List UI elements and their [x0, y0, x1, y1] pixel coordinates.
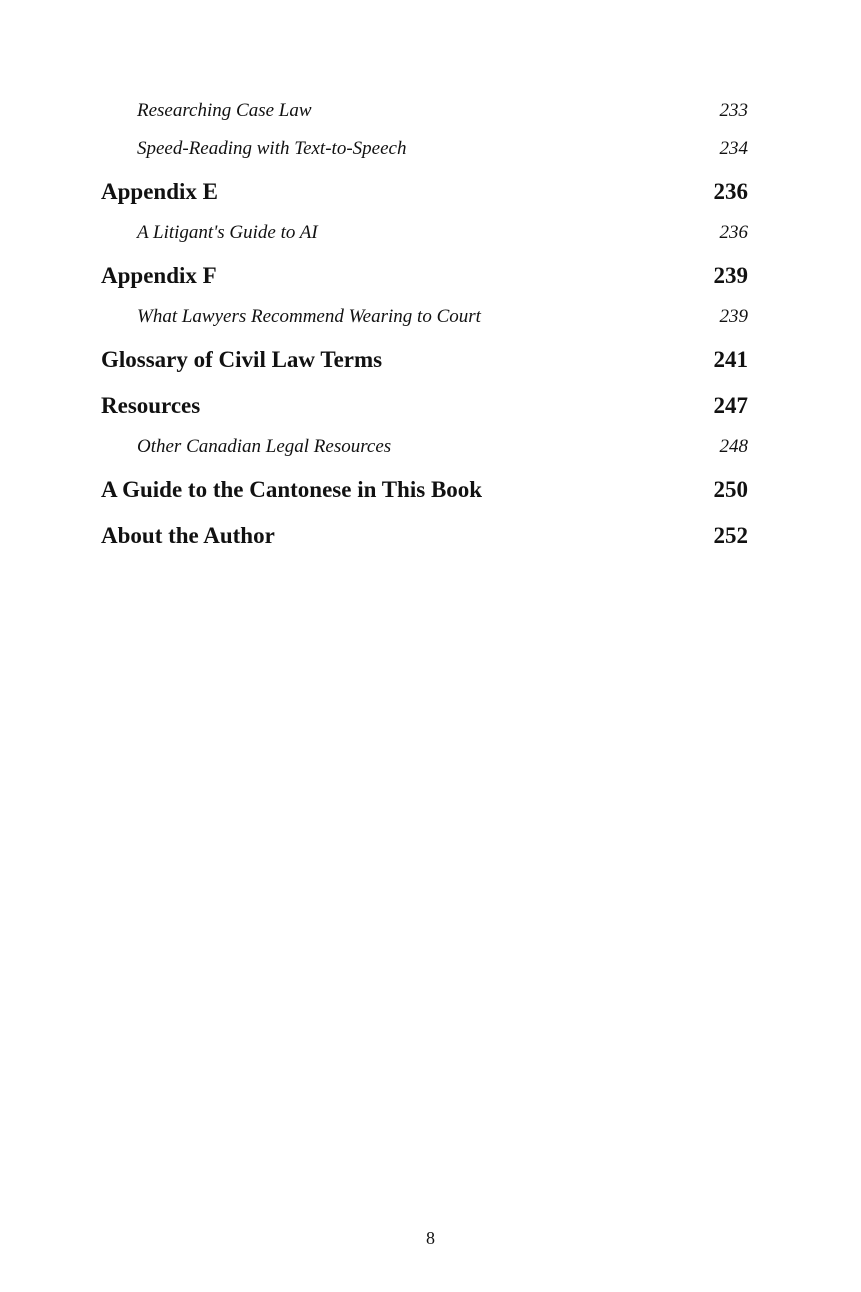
toc-entry-page: 234	[719, 138, 748, 159]
toc-entry-resources	[0, 391, 861, 421]
toc-entry-researching-case-law	[0, 96, 861, 126]
toc-entry-what-to-wear	[0, 302, 861, 332]
toc-entry-title: A Litigant's Guide to AI	[137, 222, 318, 243]
toc-entry-page: 247	[713, 393, 748, 418]
toc-entry-page: 239	[719, 306, 748, 327]
toc-entry-speed-reading	[0, 134, 861, 164]
toc-entry-appendix-e	[0, 177, 861, 207]
toc-entry-page: 236	[713, 179, 748, 204]
toc-entry-cantonese-guide	[0, 475, 861, 505]
toc-entry-page: 250	[713, 477, 748, 502]
toc-entry-title: Other Canadian Legal Resources	[137, 436, 392, 457]
toc-entry-title: About the Author	[101, 523, 275, 548]
toc-entry-title: Glossary of Civil Law Terms	[101, 347, 383, 372]
page-number: 8	[426, 1228, 435, 1248]
toc-entry-appendix-f	[0, 261, 861, 291]
toc-entry-page: 236	[719, 222, 748, 243]
toc-entry-title: Resources	[101, 393, 201, 418]
toc-entry-title: What Lawyers Recommend Wearing to Court	[137, 306, 481, 327]
toc-entry-title: Speed-Reading with Text-to-Speech	[137, 138, 407, 159]
toc-entry-litigants-guide-to-ai	[0, 218, 861, 248]
toc-entry-title: Appendix F	[101, 263, 217, 288]
toc-entry-title: Researching Case Law	[137, 100, 312, 121]
toc-entry-page: 248	[719, 436, 748, 457]
toc-entry-page: 239	[713, 263, 748, 288]
toc-entry-title: Appendix E	[101, 179, 218, 204]
toc-entry-title: A Guide to the Cantonese in This Book	[101, 477, 483, 502]
toc-entry-page: 252	[713, 523, 748, 548]
toc-entry-about-the-author	[0, 521, 861, 551]
toc-entry-other-canadian-resources	[0, 432, 861, 462]
toc-entry-glossary	[0, 345, 861, 375]
toc-entry-page: 241	[713, 347, 748, 372]
toc-entry-page: 233	[719, 100, 748, 121]
